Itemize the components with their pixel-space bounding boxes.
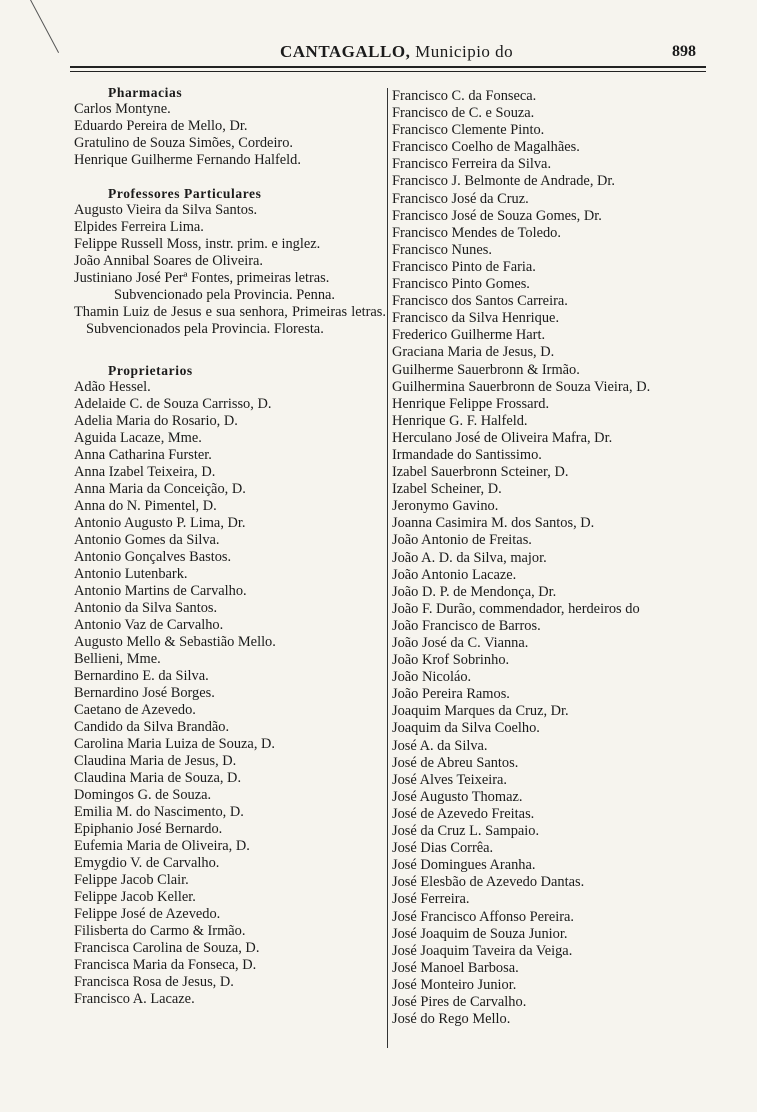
list-item: Thamin Luiz de Jesus e sua senhora, Primeiras letras. Subvencionados pela Provincia. Floresta. [74, 304, 386, 337]
list-item: Antonio Gomes da Silva. [74, 532, 220, 548]
list-item: Emygdio V. de Carvalho. [74, 855, 220, 871]
pharmacias-list [74, 101, 386, 169]
list-item: Emilia M. do Nascimento, D. [74, 804, 244, 820]
list-item: Bellieni, Mme. [74, 651, 161, 667]
spacer [74, 338, 386, 362]
list-item: Caetano de Azevedo. [74, 702, 196, 718]
list-item: João Antonio Lacaze. [392, 566, 517, 583]
list-item: João F. Durão, commendador, herdeiros do [392, 600, 640, 617]
list-item: José Joaquim de Souza Junior. [392, 925, 568, 942]
list-item: Anna Maria da Conceição, D. [74, 481, 246, 497]
list-item: Irmandade do Santissimo. [392, 446, 542, 463]
list-item: Carolina Maria Luiza de Souza, D. [74, 736, 275, 752]
list-item: Candido da Silva Brandão. [74, 719, 230, 735]
list-item: Francisco Ferreira da Silva. [392, 156, 552, 173]
list-item: Augusto Mello & Sebastião Mello. [74, 634, 276, 650]
spacer [74, 169, 386, 185]
list-item: José Monteiro Junior. [392, 976, 517, 993]
list-item: Antonio da Silva Santos. [74, 600, 218, 616]
list-item: Frederico Guilherme Hart. [392, 327, 546, 344]
list-item: Izabel Scheiner, D. [392, 481, 502, 498]
list-item: João Annibal Soares de Oliveira. [74, 253, 264, 269]
list-item: José Joaquim Taveira da Veiga. [392, 942, 573, 959]
list-item: Anna do N. Pimentel, D. [74, 498, 217, 514]
list-item: João D. P. de Mendonça, Dr. [392, 583, 557, 600]
list-item: José Ferreira. [392, 891, 470, 908]
list-item: Aguida Lacaze, Mme. [74, 430, 202, 446]
list-item: José Pires de Carvalho. [392, 993, 527, 1010]
list-item: José Francisco Affonso Pereira. [392, 908, 574, 925]
header-subtitle: Municipio do [415, 42, 514, 61]
list-item: João A. D. da Silva, major. [392, 549, 547, 566]
list-item: Subvencionado pela Provincia. Penna. [114, 287, 336, 303]
list-item: Jeronymo Gavino. [392, 498, 499, 515]
list-item: Bernardino E. da Silva. [74, 668, 209, 684]
list-item: Augusto Vieira da Silva Santos. [74, 202, 258, 218]
list-item: João Nicoláo. [392, 669, 472, 686]
list-item: Guilhermina Sauerbronn de Souza Vieira, D. [392, 378, 651, 395]
list-item: Graciana Maria de Jesus, D. [392, 344, 555, 361]
proprietarios-continued-list [392, 88, 712, 1028]
list-item: Francisco da Silva Henrique. [392, 310, 560, 327]
list-item: Adelia Maria do Rosario, D. [74, 413, 238, 429]
page-number: 898 [672, 43, 696, 60]
list-item: José Alves Teixeira. [392, 771, 508, 788]
list-item: Francisco José da Cruz. [392, 190, 529, 207]
list-item: Antonio Lutenbark. [74, 566, 188, 582]
list-item: Domingos G. de Souza. [74, 787, 212, 803]
list-item: Eduardo Pereira de Mello, Dr. [74, 118, 248, 134]
left-column [74, 84, 386, 1008]
list-item: Felippe Russell Moss, instr. prim. e inglez. [74, 236, 321, 252]
list-item: José Dias Corrêa. [392, 840, 494, 857]
list-item: Felippe Jacob Clair. [74, 872, 189, 888]
list-item: Carlos Montyne. [74, 101, 171, 117]
proprietarios-list [74, 379, 386, 1008]
list-item: Francisco Pinto de Faria. [392, 258, 536, 275]
list-item: Antonio Gonçalves Bastos. [74, 549, 232, 565]
list-item: José do Rego Mello. [392, 1011, 511, 1028]
section-heading-proprietarios: Proprietarios [108, 363, 193, 378]
list-item: José Elesbão de Azevedo Dantas. [392, 874, 585, 891]
list-item: Izabel Sauerbronn Scteiner, D. [392, 464, 569, 481]
list-item: José Domingues Aranha. [392, 857, 536, 874]
professores-list [74, 202, 386, 338]
list-item: Francisco Pinto Gomes. [392, 276, 530, 293]
list-item: José Augusto Thomaz. [392, 788, 523, 805]
list-item: João Pereira Ramos. [392, 686, 510, 703]
right-column [392, 88, 712, 1028]
list-item: Francisco de C. e Souza. [392, 105, 535, 122]
list-item: Elpides Ferreira Lima. [74, 219, 204, 235]
header-title [280, 42, 513, 62]
list-item: Henrique G. F. Halfeld. [392, 412, 528, 429]
list-item: Francisca Maria da Fonseca, D. [74, 957, 257, 973]
list-item: Felippe José de Azevedo. [74, 906, 221, 922]
list-item: Antonio Augusto P. Lima, Dr. [74, 515, 246, 531]
list-item: Francisco Clemente Pinto. [392, 122, 545, 139]
list-item: Epiphanio José Bernardo. [74, 821, 223, 837]
list-item: Francisco C. da Fonseca. [392, 88, 537, 104]
page-header [70, 38, 710, 66]
header-rule [70, 66, 706, 72]
list-item: José de Azevedo Freitas. [392, 805, 535, 822]
list-item: Francisco Mendes de Toledo. [392, 224, 561, 241]
list-item: José da Cruz L. Sampaio. [392, 823, 540, 840]
list-item: Antonio Martins de Carvalho. [74, 583, 247, 599]
list-item: Francisca Carolina de Souza, D. [74, 940, 260, 956]
list-item: João José da C. Vianna. [392, 635, 529, 651]
list-item: João Francisco de Barros. [392, 617, 541, 634]
column-divider [387, 88, 388, 1048]
list-item: Anna Catharina Furster. [74, 447, 212, 463]
list-item: José A. da Silva. [392, 737, 488, 754]
list-item: Joaquim da Silva Coelho. [392, 720, 540, 737]
list-item: Claudina Maria de Jesus, D. [74, 753, 237, 769]
list-item: João Krof Sobrinho. [392, 652, 510, 669]
list-item: João Antonio de Freitas. [392, 532, 532, 549]
list-item: Adão Hessel. [74, 379, 151, 395]
list-item: Francisco José de Souza Gomes, Dr. [392, 207, 602, 224]
list-item: Felippe Jacob Keller. [74, 889, 196, 905]
list-item: Joaquim Marques da Cruz, Dr. [392, 703, 569, 720]
section-heading-professores: Professores Particulares [108, 186, 262, 201]
list-item: Justiniano José Perª Fontes, primeiras letras. [74, 270, 330, 286]
list-item: Francisco Nunes. [392, 241, 492, 258]
list-item: Henrique Felippe Frossard. [392, 395, 550, 412]
list-item: Claudina Maria de Souza, D. [74, 770, 242, 786]
scan-mark [30, 0, 59, 53]
header-place: CANTAGALLO, [280, 42, 411, 61]
list-item: Herculano José de Oliveira Mafra, Dr. [392, 429, 613, 446]
list-item: Guilherme Sauerbronn & Irmão. [392, 361, 580, 378]
list-item: Francisco Coelho de Magalhães. [392, 139, 580, 156]
list-item: Eufemia Maria de Oliveira, D. [74, 838, 250, 854]
list-item: Bernardino José Borges. [74, 685, 215, 701]
list-item: Henrique Guilherme Fernando Halfeld. [74, 152, 301, 168]
list-item: Adelaide C. de Souza Carrisso, D. [74, 396, 272, 412]
list-item: Joanna Casimira M. dos Santos, D. [392, 515, 595, 532]
list-item: José de Abreu Santos. [392, 754, 519, 771]
list-item: José Manoel Barbosa. [392, 959, 519, 976]
list-item: Antonio Vaz de Carvalho. [74, 617, 224, 633]
list-item: Filisberta do Carmo & Irmão. [74, 923, 246, 939]
list-item: Francisco A. Lacaze. [74, 991, 195, 1007]
list-item: Gratulino de Souza Simões, Cordeiro. [74, 135, 294, 151]
list-item: Francisco J. Belmonte de Andrade, Dr. [392, 173, 616, 190]
list-item: Francisco dos Santos Carreira. [392, 293, 568, 310]
section-heading-pharmacias: Pharmacias [108, 85, 183, 100]
list-item: Francisca Rosa de Jesus, D. [74, 974, 234, 990]
list-item: Anna Izabel Teixeira, D. [74, 464, 216, 480]
